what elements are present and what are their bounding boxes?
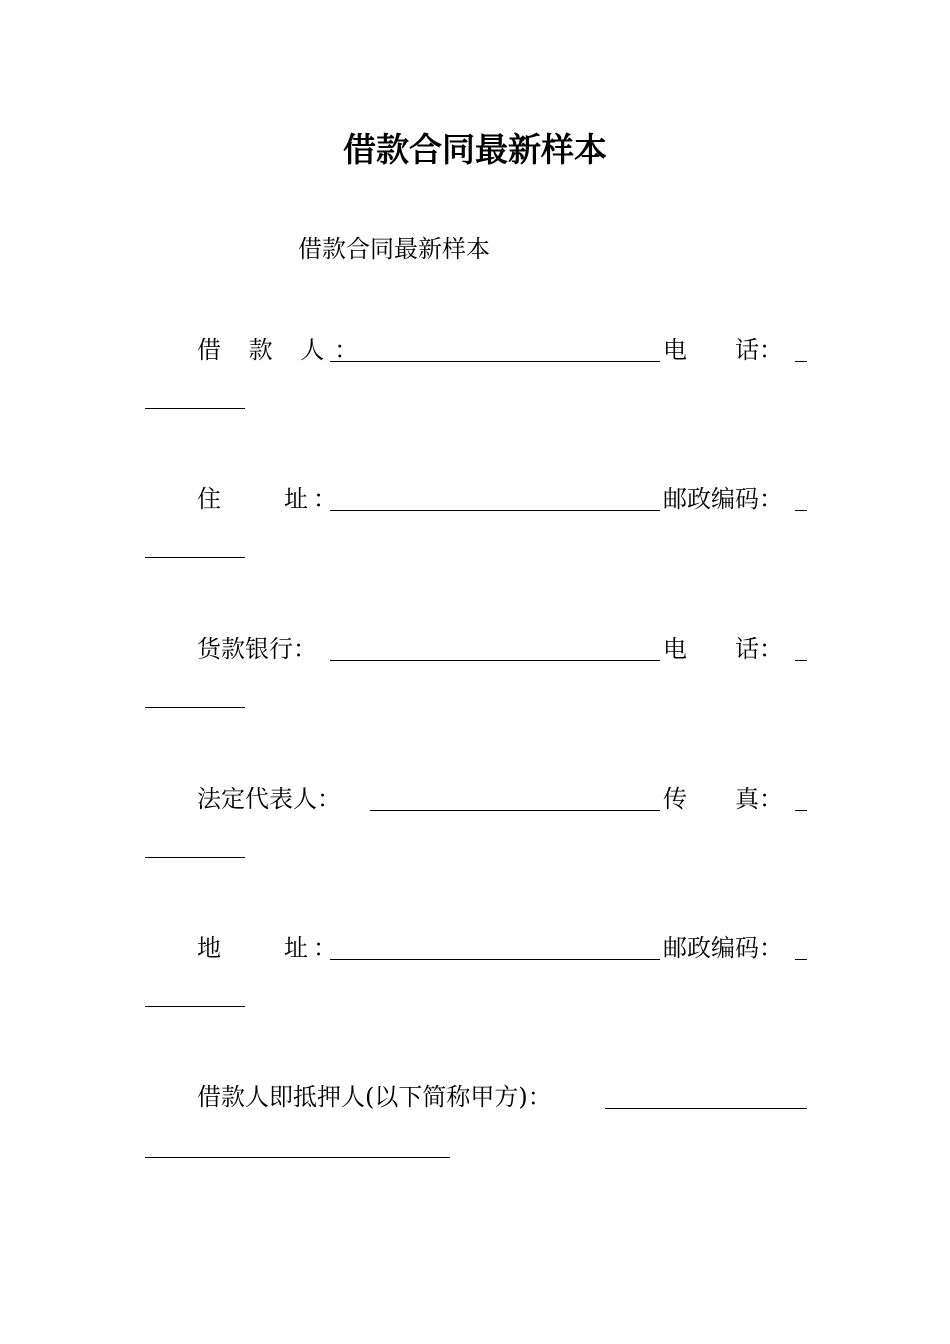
location-blank[interactable] (330, 959, 660, 960)
document-subtitle: 借款合同最新样本 (298, 235, 490, 263)
borrower-phone-blank-b[interactable] (145, 408, 245, 409)
borrower-blank[interactable] (330, 361, 660, 362)
bank-row (0, 632, 950, 712)
bank-blank[interactable] (330, 660, 660, 661)
party-a-blank-b[interactable] (145, 1157, 450, 1158)
borrower-label: 借 款 人： (197, 336, 369, 364)
bank-phone-blank-b[interactable] (145, 707, 245, 708)
legal-rep-fax-label: 传 真： (663, 785, 783, 813)
address-postcode-blank-a[interactable] (795, 510, 807, 511)
legal-rep-blank[interactable] (370, 810, 660, 811)
bank-phone-label: 电 话： (663, 635, 783, 663)
location-row (0, 931, 950, 1011)
borrower-phone-label: 电 话： (663, 336, 783, 364)
address-blank[interactable] (330, 510, 660, 511)
address-label: 住 址： (197, 485, 342, 513)
legal-rep-row (0, 782, 950, 862)
bank-phone-blank-a[interactable] (795, 660, 807, 661)
borrower-row (0, 333, 950, 413)
address-postcode-label: 邮政编码： (663, 485, 783, 513)
party-a-blank-a[interactable] (605, 1108, 807, 1109)
location-postcode-blank-b[interactable] (145, 1006, 245, 1007)
party-a-row (0, 1080, 950, 1160)
bank-label: 货款银行： (197, 635, 317, 663)
legal-rep-fax-blank-b[interactable] (145, 857, 245, 858)
location-postcode-blank-a[interactable] (795, 959, 807, 960)
borrower-phone-blank-a[interactable] (795, 361, 807, 362)
location-postcode-label: 邮政编码： (663, 934, 783, 962)
legal-rep-label: 法定代表人： (197, 785, 341, 813)
document-title: 借款合同最新样本 (343, 130, 607, 169)
location-label: 地 址： (197, 934, 342, 962)
address-row (0, 482, 950, 562)
party-a-label: 借款人即抵押人(以下简称甲方)： (197, 1083, 552, 1111)
legal-rep-fax-blank-a[interactable] (795, 810, 807, 811)
address-postcode-blank-b[interactable] (145, 557, 245, 558)
